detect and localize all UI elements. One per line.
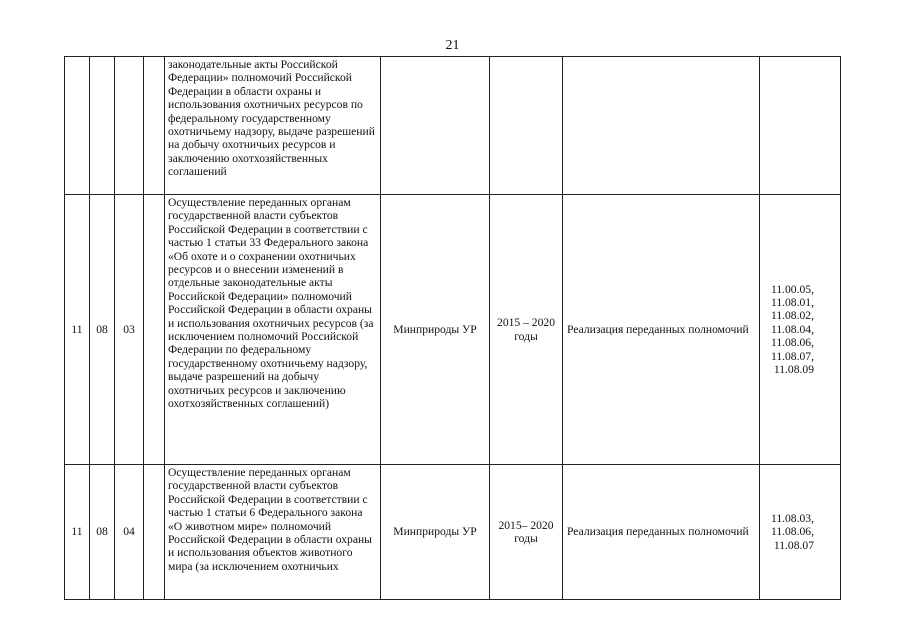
indicators-cell bbox=[760, 465, 841, 600]
indicator-code: 11.08.07, bbox=[770, 349, 814, 363]
code-extra-cell bbox=[144, 465, 165, 600]
page-number: 21 bbox=[445, 38, 460, 53]
executor-cell bbox=[381, 57, 490, 195]
result-cell bbox=[563, 57, 760, 195]
code-subprogram-cell: 08 bbox=[90, 195, 115, 465]
code-section-cell: 11 bbox=[65, 195, 90, 465]
executor-cell: Минприроды УР bbox=[381, 465, 490, 600]
years-cell bbox=[490, 57, 563, 195]
program-table bbox=[64, 56, 841, 600]
code-subprogram-cell bbox=[90, 57, 115, 195]
indicator-code: 11.08.04, bbox=[770, 322, 814, 336]
indicator-code: 11.00.05, bbox=[770, 282, 814, 296]
indicators-cell bbox=[760, 57, 841, 195]
code-measure-cell bbox=[115, 57, 144, 195]
description-cell: Осуществление переданных органам государственной власти субъектов Российской Федерации в соответствии с частью 1 статьи 33 Федерального закона «Об охоте и о сохранении охотничьих ресурсов и о внесении изменений в отдельные законодательные акты Российской Федерации» полномочий Российской Федерации в области охраны и использования охотничьих ресурсов (за исключением полномочий Российской Федерации по федеральному государственному охотничьему надзору, выдаче разрешений на добычу охотничьих ресурсов и заключению охотхозяйственных соглашений) bbox=[165, 195, 381, 465]
indicator-code: 11.08.03, bbox=[770, 511, 814, 525]
years-cell: 2015– 2020 годы bbox=[490, 465, 563, 600]
table-row bbox=[65, 195, 841, 465]
indicator-code: 11.08.07 bbox=[773, 538, 814, 552]
indicator-code: 11.08.06, bbox=[770, 525, 814, 539]
indicators-cell bbox=[760, 195, 841, 465]
result-cell: Реализация переданных полномочий bbox=[563, 195, 760, 465]
code-section-cell bbox=[65, 57, 90, 195]
indicator-code: 11.08.02, bbox=[770, 309, 814, 323]
code-measure-cell: 03 bbox=[115, 195, 144, 465]
code-extra-cell bbox=[144, 57, 165, 195]
years-cell: 2015 – 2020 годы bbox=[490, 195, 563, 465]
code-section-cell: 11 bbox=[65, 465, 90, 600]
description-cell: законодательные акты Российской Федерации» полномочий Российской Федерации в области охраны и использования охотничьих ресурсов по федеральному государственному охотничьему надзору, выдаче разрешений на добычу охотничьих ресурсов и заключению охотхозяйственных соглашений bbox=[165, 57, 381, 195]
code-measure-cell: 04 bbox=[115, 465, 144, 600]
indicator-code: 11.08.01, bbox=[770, 295, 814, 309]
code-extra-cell bbox=[144, 195, 165, 465]
indicator-code: 11.08.06, bbox=[770, 336, 814, 350]
executor-cell: Минприроды УР bbox=[381, 195, 490, 465]
result-cell: Реализация переданных полномочий bbox=[563, 465, 760, 600]
description-cell: Осуществление переданных органам государственной власти субъектов Российской Федерации в соответствии с частью 1 статьи 6 Федерального закона «О животном мире» полномочий Российской Федерации в области охраны и использования объектов животного мира (за исключением охотничьих bbox=[165, 465, 381, 600]
indicator-code: 11.08.09 bbox=[773, 363, 814, 377]
table-row bbox=[65, 465, 841, 600]
code-subprogram-cell: 08 bbox=[90, 465, 115, 600]
table-row bbox=[65, 57, 841, 195]
